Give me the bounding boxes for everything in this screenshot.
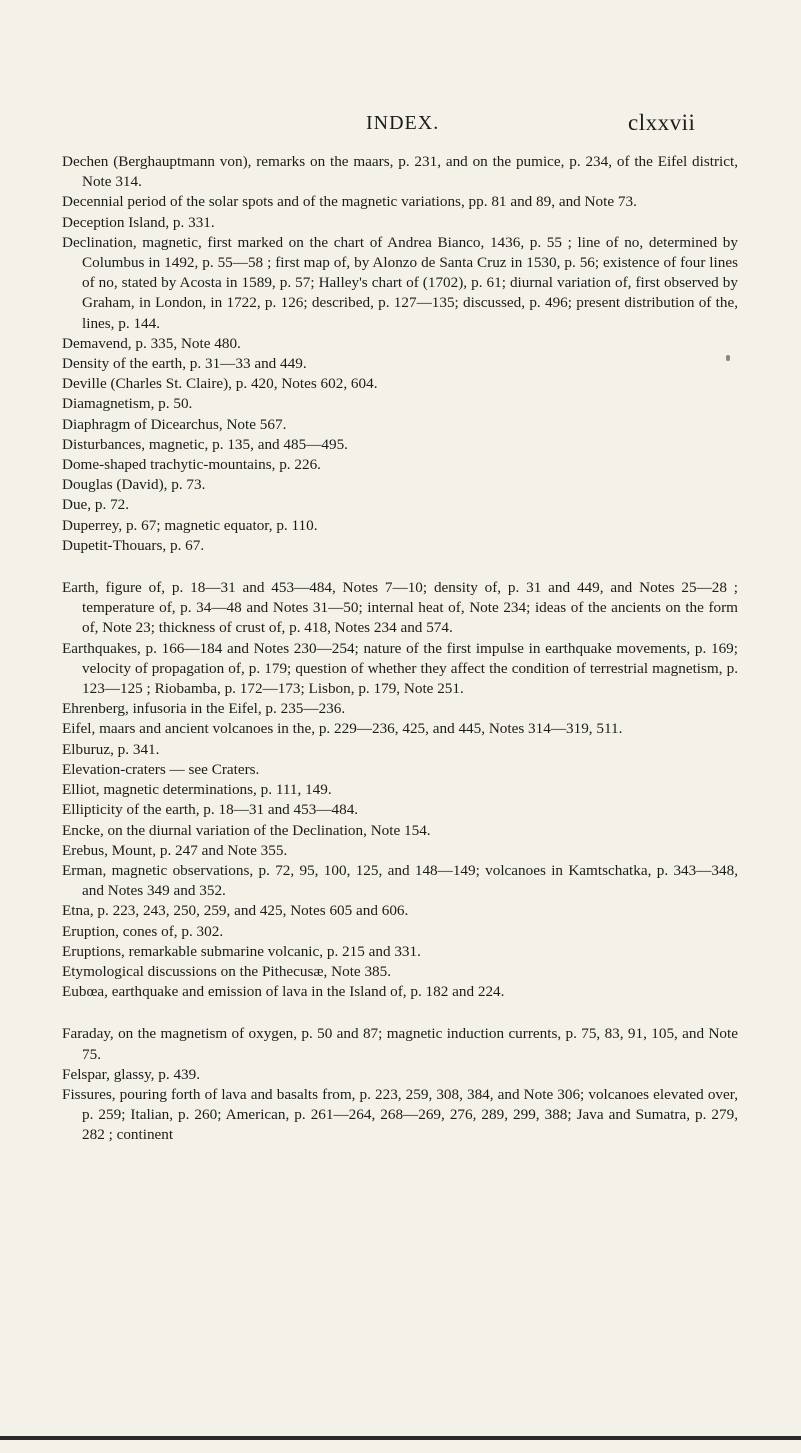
index-section-d [62,152,738,556]
index-entry: Declination, magnetic, first marked on the chart of Andrea Bianco, 1436, p. 55 ; line of no, determined by Columbus in 1492, p. 55—58 ; first map of, by Alonzo de Santa Cruz in 1530, p. 56; existence of four lines of no, stated by Acosta in 1589, p. 57; Halley's chart of (1702), p. 61; diurnal variation of, first observed by Graham, in London, in 1722, p. 126; described, p. 127—135; discussed, p. 496; present distribution of the, lines, p. 144. [62,233,738,332]
index-entry: Dechen (Berghauptmann von), remarks on the maars, p. 231, and on the pumice, p. 234, of the Eifel district, Note 314. [62,153,738,191]
index-entry: Diaphragm of Dicearchus, Note 567. [62,415,287,433]
page-header [0,112,801,142]
index-entry: Dupetit-Thouars, p. 67. [62,536,205,554]
index-entry: Density of the earth, p. 31—33 and 449. [62,355,307,373]
index-entry: Fissures, pouring forth of lava and basalts from, p. 223, 259, 308, 384, and Note 306; volcanoes elevated over, p. 259; Italian, p. 260; American, p. 261—264, 268—269, 276, 289, 299, 388; Java and Sumatra, p. 279, 282 ; continent [62,1085,738,1144]
index-entry: Disturbances, magnetic, p. 135, and 485—495. [62,435,348,453]
index-entry: Dome-shaped trachytic-mountains, p. 226. [62,456,321,474]
index-entry: Erman, magnetic observations, p. 72, 95, 100, 125, and 148—149; volcanoes in Kamtschatka, p. 343—348, and Notes 349 and 352. [62,861,738,900]
page-number: clxxvii [628,110,696,135]
index-entry: Encke, on the diurnal variation of the Declination, Note 154. [62,821,431,839]
index-entry: Eifel, maars and ancient volcanoes in the, p. 229—236, 425, and 445, Notes 314—319, 511. [62,720,623,738]
index-entry: Elevation-craters — see Craters. [62,760,260,778]
index-entry: Duperrey, p. 67; magnetic equator, p. 110. [62,516,318,534]
index-entry: Earth, figure of, p. 18—31 and 453—484, Notes 7—10; density of, p. 31 and 449, and Notes 25—28 ; temperature of, p. 34—48 and Notes 31—50; internal heat of, Note 234; ideas of the ancients on the form of, Note 23; thickness of crust of, p. 418, Notes 234 and 574. [62,579,738,637]
index-entry: Etna, p. 223, 243, 250, 259, and 425, Notes 605 and 606. [62,902,409,920]
index-entry: Due, p. 72. [62,496,130,514]
index-entry: Deville (Charles St. Claire), p. 420, Notes 602, 604. [62,375,378,393]
index-entry: Eubœa, earthquake and emission of lava in the Island of, p. 182 and 224. [62,983,505,1001]
index-entry: Elliot, magnetic determinations, p. 111, 149. [62,781,332,799]
index-section-f [62,1024,738,1145]
index-entry: Earthquakes, p. 166—184 and Notes 230—254; nature of the first impulse in earthquake movements, p. 169; velocity of propagation of, p. 179; question of whether they affect the condition of terrestrial magnetism, p. 123—125 ; Riobamba, p. 172—173; Lisbon, p. 179, Note 251. [62,639,738,698]
index-entry: Eruptions, remarkable submarine volcanic, p. 215 and 331. [62,942,421,960]
index-entry: Felspar, glassy, p. 439. [62,1065,201,1083]
page-bottom-edge [0,1436,801,1440]
running-title: INDEX. [366,112,440,134]
index-entry: Decennial period of the solar spots and of the magnetic variations, pp. 81 and 89, and Note 73. [62,193,637,211]
index-entry: Douglas (David), p. 73. [62,476,206,494]
index-entry: Elburuz, p. 341. [62,740,160,758]
index-content [62,152,738,1146]
index-entry: Ellipticity of the earth, p. 18—31 and 453—484. [62,801,359,819]
index-section-e [62,578,738,1002]
index-entry: Diamagnetism, p. 50. [62,395,193,413]
index-entry: Demavend, p. 335, Note 480. [62,334,241,352]
index-entry: Ehrenberg, infusoria in the Eifel, p. 235—236. [62,700,346,718]
index-entry: Erebus, Mount, p. 247 and Note 355. [62,841,288,859]
index-entry: Eruption, cones of, p. 302. [62,922,224,940]
index-entry: Deception Island, p. 331. [62,213,215,231]
index-entry: Faraday, on the magnetism of oxygen, p. 50 and 87; magnetic induction currents, p. 75, 83, 91, 105, and Note 75. [62,1025,738,1063]
index-entry: Etymological discussions on the Pithecusæ, Note 385. [62,962,392,980]
